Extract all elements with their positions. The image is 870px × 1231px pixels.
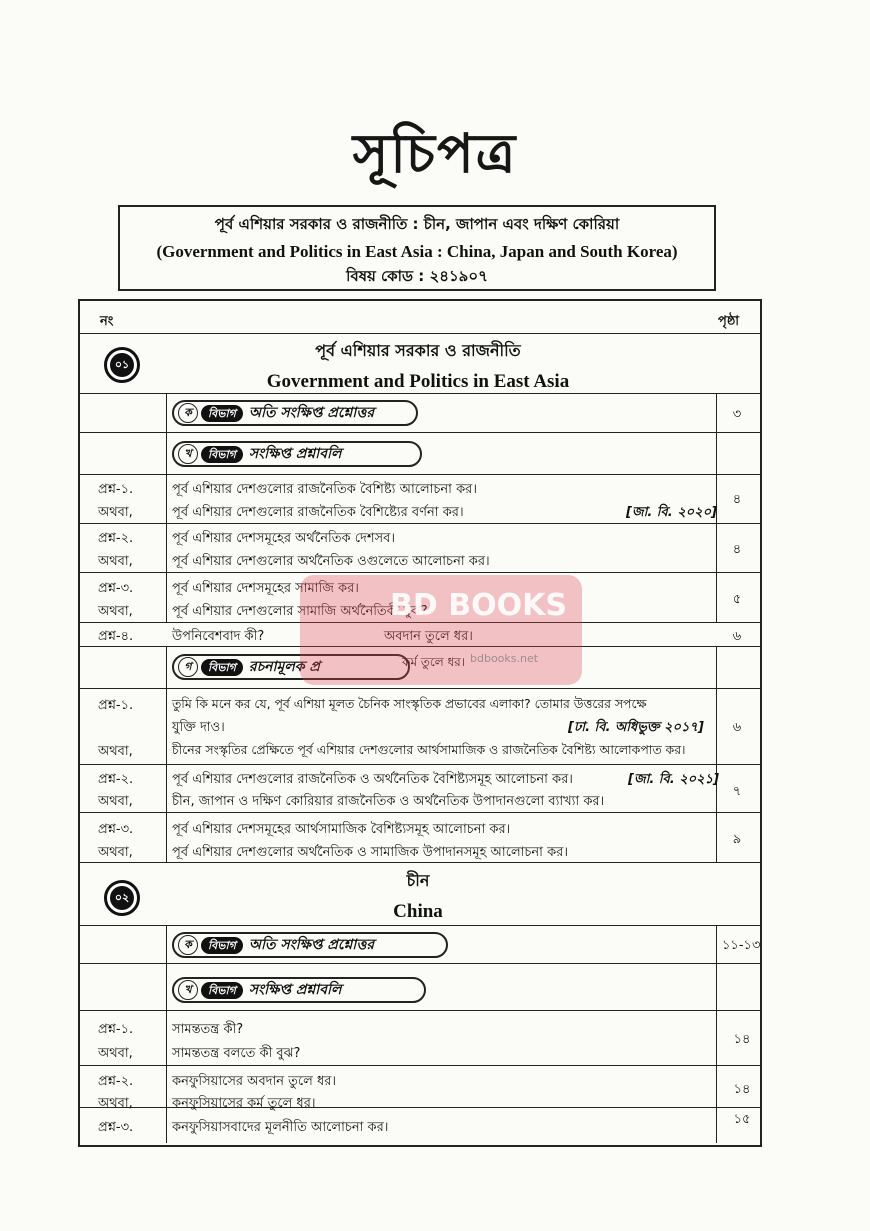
overlay-text: কর্ম তুলে ধর। [402,655,466,669]
alt-label: অথবা, [98,1096,133,1111]
page-number: ৬ [732,720,742,735]
unit-title [78,868,758,923]
question-extra: অবদান তুলে ধর। [384,629,473,644]
unit-title-bn: চীন [406,871,430,890]
alt-label: অথবা, [98,794,133,809]
question-label: প্রশ্ন-১. [98,482,134,497]
page-number: ৫ [732,592,742,607]
unit-title-en: China [393,901,443,922]
question-label: প্রশ্ন-১. [98,1022,134,1037]
watermark-url: bdbooks.net [470,652,539,665]
page-number: ৪ [732,492,742,507]
exam-citation: [ঢা. বি. অধিভুক্ত ২০১৭] [568,720,704,735]
question-label: প্রশ্ন-২. [98,772,134,787]
alt-label: অথবা, [98,604,133,619]
question-text: পূর্ব এশিয়ার দেশসমূহের সামাজি কর। [172,581,359,596]
unit-title [78,338,758,393]
page-title: সূচিপত্র [352,121,518,185]
question-label: প্রশ্ন-২. [98,1074,134,1089]
alt-label: অথবা, [98,845,133,860]
col-divider [716,925,717,1143]
section-banner-ka: ক বিভাগ অতি সংক্ষিপ্ত প্রশ্নোত্তর [172,932,448,958]
watermark-text: BD BOOKS [390,588,567,623]
question-text: কনফুসিয়াসের অবদান তুলে ধর। [172,1074,337,1089]
unit-badge: ০১ [104,347,140,383]
alt-label: অথবা, [98,744,133,759]
question-label: প্রশ্ন-১. [98,698,134,713]
page-number: ৭ [732,784,742,799]
question-text: পূর্ব এশিয়ার দেশসমূহের অর্থনৈতিক দেশসব। [172,531,396,546]
section-banner-ka: ক বিভাগ অতি সংক্ষিপ্ত প্রশ্নোত্তর [172,400,418,426]
row-divider [78,393,760,394]
unit-title-en: Government and Politics in East Asia [266,371,570,392]
page-number: ১৪ [733,1032,751,1047]
row-divider [78,963,760,964]
subject-title-en: (Government and Politics in East Asia : China, Japan and South Korea) [156,242,678,261]
subject-title-bn: পূর্ব এশিয়ার সরকার ও রাজনীতি : চীন, জাপান এবং দক্ষিণ কোরিয়া [214,215,620,233]
row-divider [78,1010,760,1011]
question-label: প্রশ্ন-৩. [98,822,134,837]
section-banner-ga: গ বিভাগ রচনামূলক প্র [172,654,410,680]
question-text: তুমি কি মনে কর যে, পূর্ব এশিয়া মূলত চৈনিক সাংস্কৃতিক প্রভাবের এলাকা? তোমার উত্তরের সপক্ষে [172,696,647,711]
exam-citation: [জা. বি. ২০২১] [628,772,719,787]
alt-text: সামন্ততন্ত্র বলতে কী বুঝ? [172,1046,301,1061]
row-divider [78,764,760,765]
exam-citation: [জা. বি. ২০২০] [626,505,717,520]
section-banner-kha: খ বিভাগ সংক্ষিপ্ত প্রশ্নাবলি [172,977,426,1003]
alt-text: পূর্ব এশিয়ার দেশগুলোর অর্থনৈতিক ওগুলেতে আলোচনা কর। [172,554,490,569]
page-number: ১৫ [733,1112,751,1127]
question-label: প্রশ্ন-৩. [98,1120,134,1135]
page-number: ৩ [732,407,742,422]
alt-text: পূর্ব এশিয়ার দেশগুলোর সামাজি অর্থনৈতিকী বুঝ? [172,604,428,619]
page-number: ১৪ [733,1082,751,1097]
page-number: ৪ [732,542,742,557]
subject-box [118,205,716,291]
row-divider [78,474,760,475]
question-text-cont: যুক্তি দাও। [172,720,225,735]
question-label: প্রশ্ন-২. [98,531,134,546]
alt-label: অথবা, [98,1046,133,1061]
alt-label: অথবা, [98,554,133,569]
section-banner-kha: খ বিভাগ সংক্ষিপ্ত প্রশ্নাবলি [172,441,422,467]
alt-text: পূর্ব এশিয়ার দেশগুলোর অর্থনৈতিক ও সামাজিক উপাদানসমূহ আলোচনা কর। [172,845,568,860]
col-divider [166,646,167,862]
col-header-no: নং [100,314,114,329]
unit-title-bn: পূর্ব এশিয়ার সরকার ও রাজনীতি [315,341,521,360]
row-divider [78,432,760,433]
row-divider [78,1065,760,1066]
page-number: ৯ [732,832,742,847]
alt-text: পূর্ব এশিয়ার দেশগুলোর রাজনৈতিক বৈশিষ্ট্যের বর্ণনা কর। [172,505,464,520]
col-header-page: পৃষ্ঠা [718,314,740,329]
row-divider [78,688,760,689]
question-label: প্রশ্ন-৩. [98,581,134,596]
page-number: ৬ [732,629,742,644]
alt-label: অথবা, [98,505,133,520]
alt-text: চীন, জাপান ও দক্ষিণ কোরিয়ার রাজনৈতিক ও অর্থনৈতিক উপাদানগুলো ব্যাখ্যা কর। [172,794,605,809]
question-text: উপনিবেশবাদ কী? [172,629,265,644]
question-text: সামন্ততন্ত্র কী? [172,1022,244,1037]
col-divider [166,925,167,1143]
alt-text: চীনের সংস্কৃতির প্রেক্ষিতে পূর্ব এশিয়ার দেশগুলোর আর্থসামাজিক ও রাজনৈতিক বৈশিষ্ট্য আলোকপাত কর। [172,742,686,757]
subject-code: বিষয় কোড : ২৪১৯০৭ [346,267,488,285]
col-divider [166,393,167,622]
question-label: প্রশ্ন-৪. [98,629,134,644]
question-text: পূর্ব এশিয়ার দেশসমূহের আর্থসামাজিক বৈশিষ্ট্যসমূহ আলোচনা কর। [172,822,511,837]
alt-text: কনফুসিয়াসের কর্ম তুলে ধর। [172,1096,316,1111]
question-text: পূর্ব এশিয়ার দেশগুলোর রাজনৈতিক বৈশিষ্ট্য আলোচনা কর। [172,482,477,497]
row-divider [78,333,760,334]
page-number: ১১-১৩ [722,938,761,953]
question-text: পূর্ব এশিয়ার দেশগুলোর রাজনৈতিক ও অর্থনৈতিক বৈশিষ্ট্যসমূহ আলোচনা কর। [172,772,573,787]
question-text: কনফুসিয়াসবাদের মূলনীতি আলোচনা কর। [172,1120,389,1135]
unit-badge: ০২ [104,880,140,916]
row-divider [78,925,760,926]
